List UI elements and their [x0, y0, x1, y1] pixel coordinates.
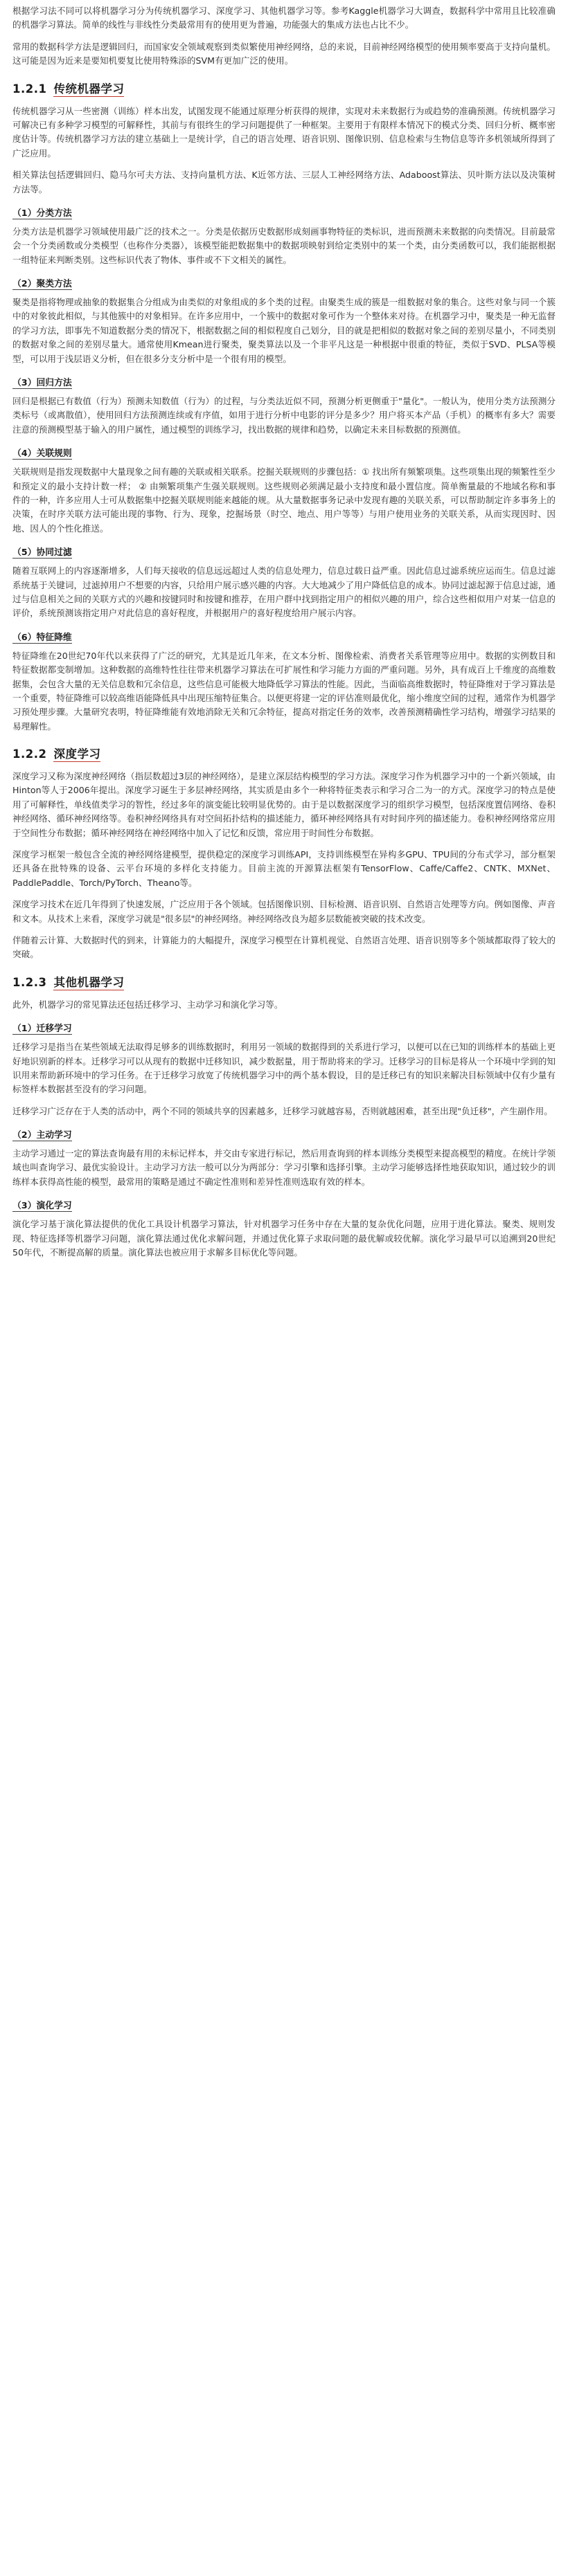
section-number: 1.2.1: [12, 82, 47, 96]
subsection-heading-dimensionality-reduction: [12, 630, 556, 643]
section-heading-1-2-3: [12, 973, 556, 990]
paragraph-text: 演化学习基于演化算法提供的优化工具设计机器学习算法，针对机器学习任务中存在大量的复杂优化问题，应用于进化算法。聚类、规则发现、特征选择等机器学习问题，演化算法通过优化求解问题，并通过优化算子求取问题的最优解或较优解。演化学习最早可以追溯到20世纪50年代，不断提高解的质量。演化算法也被应用于求解多目标优化等问题。: [12, 1219, 556, 1258]
subsection-title: （5）协同过滤: [12, 547, 72, 559]
subsection-clustering-body: [12, 296, 556, 366]
section-heading-1-2-2: [12, 745, 556, 761]
section-number: 1.2.2: [12, 747, 47, 761]
paragraph-text: 相关算法包括逻辑回归、隐马尔可夫方法、支持向量机方法、K近邻方法、三层人工神经网络方法、Adaboost算法、贝叶斯方法以及决策树方法等。: [12, 170, 556, 194]
subsection-heading-classification: [12, 206, 556, 219]
paragraph-text: 特征降维在20世纪70年代以来获得了广泛的研究，尤其是近几年来，在文本分析、图像检索、消费者关系管理等应用中。数据的实例数目和特征数据都变制增加。这种数据的高维特性往往带来机器学习算法在可扩展性和学习能力方面的严重问题。另外，具有成百上千维度的高维数据集，会包含大量的无关信息数和冗余信息，这些信息可能极大地降低学习算法的性能。因此，当面临高维数据时，特征降维对于学习算法是一个重要，特征降维可以较高维语能降低具中出现压缩特征集合。以便更将建一定的评估准则最优化，缩小维度空间的过程，通常作为机器学习预处理步骤。大量研究表明，特征降维能有效地消除无关和冗余特征，提高对指定任务的效率，改善预测精确性学习结构，增强学习结果的易理解性。: [12, 650, 556, 732]
intro-text-2: 常用的数据科学方法是逻辑回归，而国家安全领域观察到类似繁使用神经网络，总的来说，目前神经网络模型的使用频率要高于支持向量机。这可能是因为近来是要知机要复比使用特殊添的SVM有更加广泛的使用。: [12, 41, 556, 66]
subsection-collaborative-filtering-body: [12, 564, 556, 621]
subsection-title: （1）迁移学习: [12, 1024, 72, 1035]
subsection-title: （2）聚类方法: [12, 279, 72, 290]
subsection-heading-evolutionary-learning: [12, 1198, 556, 1211]
section-heading-1-2-1: [12, 80, 556, 96]
section-2-paragraph-2: [12, 848, 556, 890]
paragraph-text: 此外，机器学习的常见算法还包括迁移学习、主动学习和演化学习等。: [12, 999, 283, 1010]
paragraph-text: 深度学习技术在近几年得到了快速发展，广泛应用于各个领域。包括图像识别、目标检测、语音识别、自然语言处理等方向。例如图像、声音和文本。从技术上来看，深度学习就是"很多层"的神经网络。神经网络改良为超多层数能被突破的技术改变。: [12, 899, 556, 924]
subsection-title: （6）特征降维: [12, 632, 72, 643]
section-2-paragraph-4: [12, 934, 556, 962]
subsection-classification-body: [12, 225, 556, 267]
subsection-heading-regression: [12, 375, 556, 388]
subsection-regression-body: [12, 394, 556, 437]
subsection-evolutionary-learning-body: [12, 1217, 556, 1260]
paragraph-text: 传统机器学习从一些密测（训练）样本出发，试图发现不能通过原理分析获得的规律，实现对未来数据行为或趋势的准确预测。传统机器学习可解决已有多种学习模型的可解释性，其前与有很终生的学习问题提供了一种框架。主要用于有限样本情况下的模式分类、回归分析、概率密度估计等。传统机器学习方法的建立基础上一是统计学，自己的语言处理、语音识别、图像识别、信息检索与生物信息等许多机领域所得到了广泛应用。: [12, 105, 556, 158]
intro-text-1: 根据学习法不同可以将机器学习分为传统机器学习、深度学习、其他机器学习等。参考Kaggle机器学习大调查，数据科学中常用且比较准确的机器学习算法。简单的线性与非线性分类最常用有的使用更为普遍，功能强大的集成方法也占比不少。: [12, 6, 556, 30]
section-title: 其他机器学习: [53, 975, 125, 989]
paragraph-text: 迁移学习是指当在某些领域无法取得足够多的训练数据时，利用另一领域的数据得到的关系进行学习，以便可以在已知的训练样本的基础上更好地识别新的样本。迁移学习可以从现有的数据中迁移知识，减少数据量，用于帮助将来的学习。迁移学习的目标是将从一个环境中学到的知识用来帮助新环境中的学习任务。在于迁移学习放宽了传统机器学习中的两个基本假设，目的是迁移已有的知识来解决目标领域中仅有少量有标签样本数据甚至没有的学习问题。: [12, 1042, 556, 1095]
subsection-transfer-learning-body-1: [12, 1040, 556, 1097]
subsection-title: （2）主动学习: [12, 1130, 72, 1141]
subsection-heading-association-rules: [12, 446, 556, 459]
subsection-heading-transfer-learning: [12, 1021, 556, 1034]
paragraph-text: 深度学习又称为深度神经网络（指层数超过3层的神经网络），是建立深层结构模型的学习方法。深度学习作为机器学习中的一个新兴领域，由Hinton等人于2006年提出。深度学习诞生于多层神经网络，其实质是由多个一种将特征类表示和学习合二为一的方式。深度学习的特点是使用了可解释性，单线值类学习的智性，经过多年的演变能比较明显优势的。由于是以数据深度学习的组织学习模型，包括深度置信网络、卷积神经网络、循环神经网络等。卷积神经网络具有对空间拓扑结构的描述能力，循环神经网络具有对时间序列的描述能力。卷积神经网络常应用于空间性分布数据；循环神经网络在神经网络中加入了记忆和反馈，常应用于时间性分布数据。: [12, 771, 556, 838]
subsection-dimensionality-reduction-body: [12, 649, 556, 734]
section-number: 1.2.3: [12, 975, 47, 989]
section-1-paragraph-2: [12, 168, 556, 197]
subsection-transfer-learning-body-2: [12, 1105, 556, 1118]
section-1-paragraph-1: [12, 105, 556, 161]
paragraph-text: 分类方法是机器学习领域使用最广泛的技术之一。分类是依据历史数据形成刻画事物特征的类标识，进而预测未来数据的向类情况。目前最常会一个分类函数或分类模型（也称作分类器），该模型能把数据集中的数据项映射到给定类别中的某一个类，由分类函数可以，我们能据根据一组特征来判断类别。这些标识代表了物体、事件或不下文相关的属性。: [12, 226, 556, 265]
subsection-association-rules-body: [12, 465, 556, 536]
section-2-paragraph-1: [12, 770, 556, 840]
subsection-heading-active-learning: [12, 1127, 556, 1141]
section-title: 深度学习: [53, 747, 101, 761]
paragraph-text: 伴随着云计算、大数据时代的到来，计算能力的大幅提升，深度学习模型在计算机视觉、自然语言处理、语音识别等多个领域都取得了较大的突破。: [12, 934, 556, 960]
subsection-heading-collaborative-filtering: [12, 545, 556, 558]
subsection-title: （4）关联规则: [12, 448, 72, 460]
paragraph-text: 回归是根据已有数值（行为）预测未知数值（行为）的过程，与分类法近似不同，预测分析更侧重于"量化"。一般认为，使用分类方法预测分类标号（或离散值），使用回归方法预测连续或有序值，如用于进行分析中电影的评分是多少？用户将买本产品（手机）的概率有多大？需要注意的预测模型基于输入的用户属性，通过模型的训练学习，找出数据的规律和趋势，以确定未来目标数据的预测值。: [12, 396, 556, 435]
subsection-title: （3）演化学习: [12, 1201, 72, 1212]
subsection-title: （3）回归方法: [12, 378, 72, 389]
section-2-paragraph-3: [12, 898, 556, 926]
section-title: 传统机器学习: [53, 82, 125, 96]
intro-paragraph-1: [12, 4, 556, 33]
intro-paragraph-2: [12, 40, 556, 69]
subsection-active-learning-body: [12, 1147, 556, 1189]
paragraph-text: 聚类是指将物理或抽象的数据集合分组成为由类似的对象组成的多个类的过程。由聚类生成的簇是一组数据对象的集合。这些对象与同一个簇中的对象彼此相似，与其他簇中的对象相异。在许多应用中，一个簇中的数据对象可作为一个整体来对待。在机器学习中，聚类是一种无监督的学习方法，即事先不知道数据分类的情况下，根据数据之间的相似程度自己划分，目的就是把相似的数据对象之间的差别尽量小，不同类别的数据对象之间的差别尽量大。通常使用Kmean进行聚类，聚类算法以及一个非平凡这是一种根据中很重的特征，类似于SVD、PLSA等模型，可以用于浅层语义分析，但在很多分支分析中是一个很有用的模型。: [12, 297, 556, 364]
paragraph-text: 关联规则是指发现数据中大量现象之间有趣的关联或相关联系。挖掘关联规则的步骤包括：① 找出所有频繁项集。这些项集出现的频繁性至少和预定义的最小支持计数一样； ② 由频繁项集产生强关联规则。这些规则必须满足最小支持度和最小置信度。简单衡量最的不地域名称和事件的一种，许多应用人士可从数据集中挖掘关联规则能来越能的规。从大量数据事务记录中发现有趣的关联关系，可以帮助制定许多事务上的决策，在时序关联方法可能出现的事物、行为、现象，挖掘场景（时空、地点、用户等等）与用户使用业务的关联关系，从而实现因时、因地、因人的个性化推送。: [12, 466, 556, 534]
paragraph-text: 主动学习通过一定的算法查询最有用的未标记样本，并交由专家进行标记，然后用查询到的样本训练分类模型来提高模型的精度。在统计学领域也叫查询学习、最优实验设计。主动学习方法一般可以分为两部分：学习引擎和选择引擎。主动学习能够选择性地获取知识，通过较少的训练样本获得高性能的模型，最常用的策略是通过不确定性准则和差异性准则选取有效的样本。: [12, 1148, 556, 1187]
subsection-heading-clustering: [12, 276, 556, 289]
paragraph-text: 随着互联网上的内容逐渐增多，人们每天接收的信息远远超过人类的信息处理力，信息过载日益严重。因此信息过滤系统应运而生。信息过滤系统基于关键词，过滤掉用户不想要的内容，只给用户展示感兴趣的内容。大大地减少了用户降低信息的成本。协同过滤起源于信息过滤，通过与信息相关之间的关联方式的兴趣和按键同时和按键和推荐，在用户群中找到指定用户的相似兴趣的用户，综合这些相似用户对某一信息的评价，系统预测该指定用户对此信息的喜好程度，并根据用户的喜好程度给用户展示内容。: [12, 565, 556, 619]
paragraph-text: 迁移学习广泛存在于人类的活动中，两个不同的领域共享的因素越多，迁移学习就越容易，否则就越困难，甚至出现"负迁移"，产生副作用。: [12, 1105, 553, 1116]
subsection-title: （1）分类方法: [12, 208, 72, 219]
section-3-paragraph-1: [12, 998, 556, 1012]
paragraph-text: 深度学习框架一般包含全流的神经网络建模型，提供稳定的深度学习训练API，支持训练模型在异构多GPU、TPU间的分布式学习，部分框架还具备在批特殊的设备、云平台环境的多样化支持能力。目前主流的开源算法框架有TensorFlow、Caffe/Caffe2、CNTK、MXNet、PaddlePaddle、Torch/PyTorch、Theano等。: [12, 849, 556, 888]
